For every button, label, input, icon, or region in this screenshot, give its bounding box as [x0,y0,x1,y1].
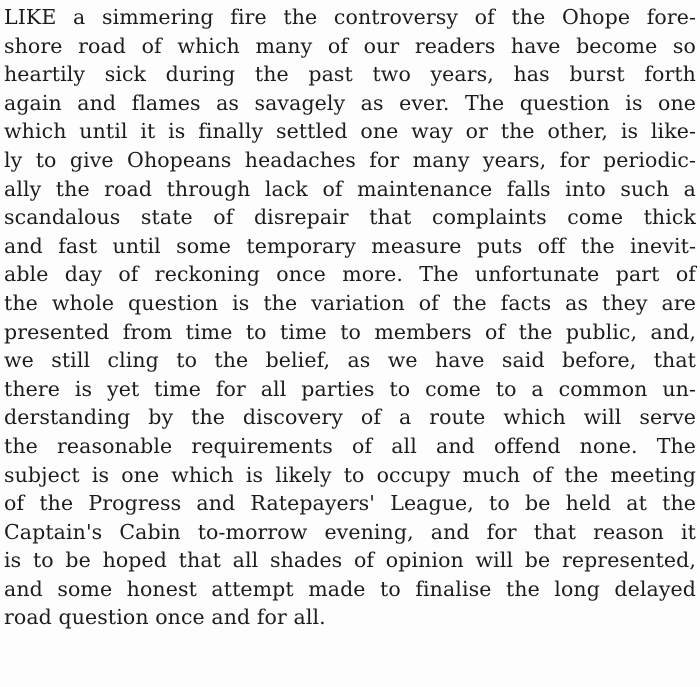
article-line: ly to give Ohopeans headaches for many years, for periodic- [4,147,696,172]
article-line: able day of reckoning once more. The unfortunate part of [4,262,696,287]
article-line: heartily sick during the past two years, has burst forth [4,62,696,87]
article-line: LIKE a simmering fire the controversy of the Ohope fore- [4,5,696,29]
article-line: scandalous state of disrepair that complaints come thick [4,205,696,230]
article-body [4,3,696,632]
article-line: derstanding by the discovery of a route which will serve [4,405,696,430]
article-line: shore road of which many of our readers have become so [4,33,696,58]
article-line: which until it is finally settled one way or the other, is like- [4,119,696,144]
article-line: again and flames as savagely as ever. The question is one [4,90,696,115]
article-line: is to be hoped that all shades of opinion will be represented, [4,548,696,573]
article-line: the reasonable requirements of all and offend none. The [4,433,696,458]
article-line: Captain's Cabin to-morrow evening, and for that reason it [4,519,696,544]
article-line: road question once and for all. [4,605,326,630]
article-line: ally the road through lack of maintenance falls into such a [4,176,696,201]
article-line: the whole question is the variation of the facts as they are [4,290,696,315]
article-line: and fast until some temporary measure puts off the inevit- [4,233,696,258]
article-line: presented from time to time to members of the public, and, [4,319,696,344]
article-line: subject is one which is likely to occupy much of the meeting [4,462,696,487]
article-line: we still cling to the belief, as we have said before, that [4,348,696,373]
article-line: and some honest attempt made to finalise the long delayed [4,576,696,601]
article-line: of the Progress and Ratepayers' League, to be held at the [4,491,696,516]
article-line: there is yet time for all parties to come to a common un- [4,376,696,401]
